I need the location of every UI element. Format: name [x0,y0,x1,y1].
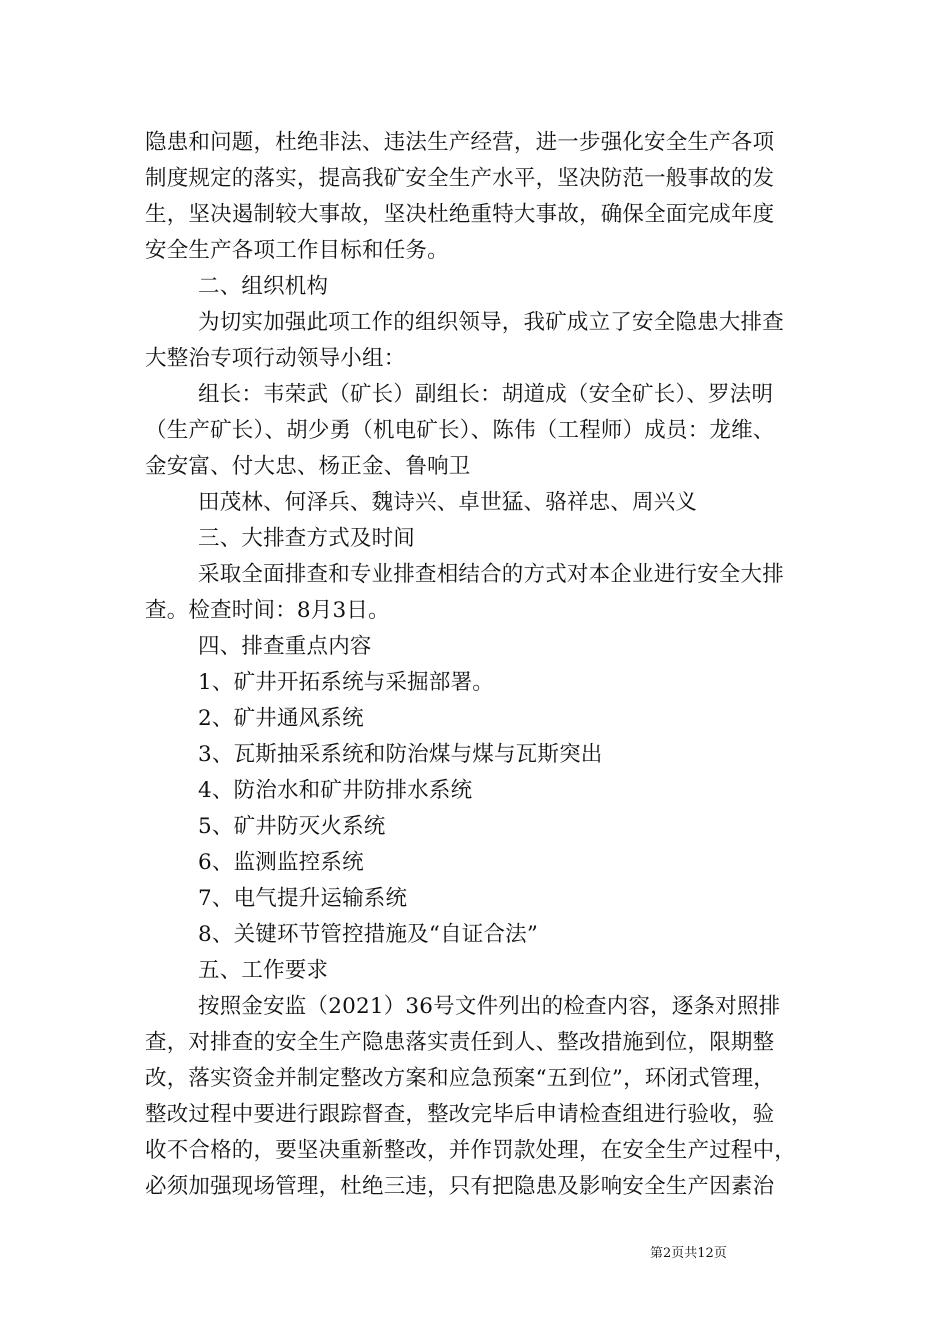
text-line: 整改过程中要进行跟踪督查，整改完毕后申请检查组进行验收，验 [145,1102,775,1127]
section-heading: 三、大排查方式及时间 [198,526,416,551]
section-heading: 五、工作要求 [198,958,329,983]
text-line: 为切实加强此项工作的组织领导，我矿成立了安全隐患大排查 [198,310,784,335]
text-line: 生，坚决遏制较大事故，坚决杜绝重特大事故，确保全面完成年度 [145,202,775,227]
list-item: 2、矿井通风系统 [198,706,364,731]
text-line: 安全生产各项工作目标和任务。 [145,238,449,263]
list-item: 5、矿井防灭火系统 [198,814,386,839]
list-item: 8、关键环节管控措施及“自证合法” [198,922,539,947]
list-item: 3、瓦斯抽采系统和防治煤与煤与瓦斯突出 [198,742,603,767]
text-line: 金安富、付大忠、杨正金、鲁响卫 [145,454,471,479]
section-heading: 二、组织机构 [198,274,329,299]
text-line: 制度规定的落实，提高我矿安全生产水平，坚决防范一般事故的发 [145,166,775,191]
text-line: 采取全面排查和专业排查相结合的方式对本企业进行安全大排 [198,562,784,587]
section-heading: 四、排查重点内容 [198,634,372,659]
text-line: 田茂林、何泽兵、魏诗兴、卓世猛、骆祥忠、周兴义 [198,490,698,515]
text-line: 隐患和问题，杜绝非法、违法生产经营，进一步强化安全生产各项 [145,130,775,155]
text-line: 查，对排查的安全生产隐患落实责任到人、整改措施到位，限期整 [145,1030,775,1055]
text-line: 大整治专项行动领导小组： [145,346,406,371]
text-line: （生产矿长）、胡少勇（机电矿长）、陈伟（工程师）成员：龙维、 [145,418,775,443]
text-line: 收不合格的，要坚决重新整改，并作罚款处理，在安全生产过程中， [145,1138,797,1163]
list-item: 7、电气提升运输系统 [198,886,408,911]
page-number: 第2页共12页 [650,1246,727,1261]
list-item: 6、监测监控系统 [198,850,364,875]
text-line: 组长：韦荣武（矿长）副组长：胡道成（安全矿长）、罗法明 [198,382,774,407]
list-item: 4、防治水和矿井防排水系统 [198,778,473,803]
list-item: 1、矿井开拓系统与采掘部署。 [198,670,494,695]
text-line: 查。检查时间：8月3日。 [145,598,390,623]
text-line: 按照金安监（2021）36号文件列出的检查内容，逐条对照排 [198,994,781,1019]
text-line: 改，落实资金并制定整改方案和应急预案“五到位”，环闭式管理， [145,1066,775,1091]
text-line: 必须加强现场管理，杜绝三违，只有把隐患及影响安全生产因素治 [145,1174,775,1199]
